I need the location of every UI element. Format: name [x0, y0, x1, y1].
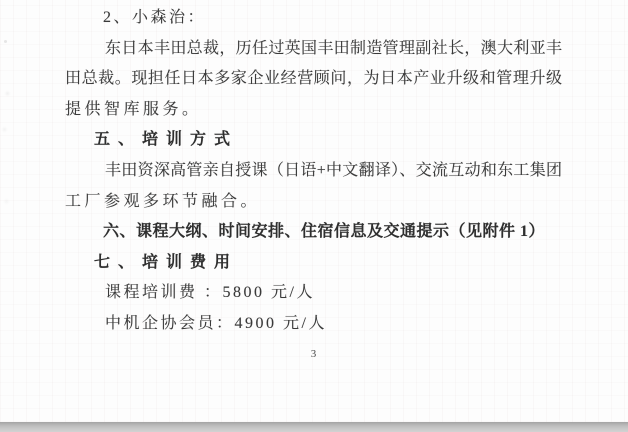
- training-method-line-2: 工厂参观多环节融合。: [65, 192, 261, 210]
- page-number: 3: [310, 347, 317, 360]
- lecturer-bio-line-2: 田总裁。现担任日本多家企业经营顾问，为日本产业升级和管理升级: [65, 70, 562, 88]
- lecturer-bio-line-1: 东日本丰田总裁，历任过英国丰田制造管理副社长，澳大利亚丰: [105, 39, 562, 57]
- lecturer-item-2-label: 2、小森治：: [103, 9, 207, 26]
- viewer-bottom-edge: [0, 422, 628, 432]
- heading-section-6-syllabus-info: 六、课程大纲、时间安排、住宿信息及交通提示（见附件 1）: [103, 223, 546, 241]
- course-fee-line: 课程培训费 ：5800 元/人: [105, 284, 315, 302]
- member-fee-line: 中机企协会员：4900 元/人: [105, 314, 327, 332]
- heading-section-7-training-fee: 七、培训费用: [94, 253, 239, 271]
- heading-section-5-training-method: 五、培训方式: [94, 131, 239, 149]
- training-method-line-1: 丰田资深高管亲自授课（日语+中文翻译）、交流互动和东工集团: [105, 161, 562, 179]
- lecturer-bio-line-3: 提供智库服务。: [65, 100, 202, 118]
- document-body: [65, 3, 562, 361]
- scan-artifact-smudges: [4, 40, 7, 43]
